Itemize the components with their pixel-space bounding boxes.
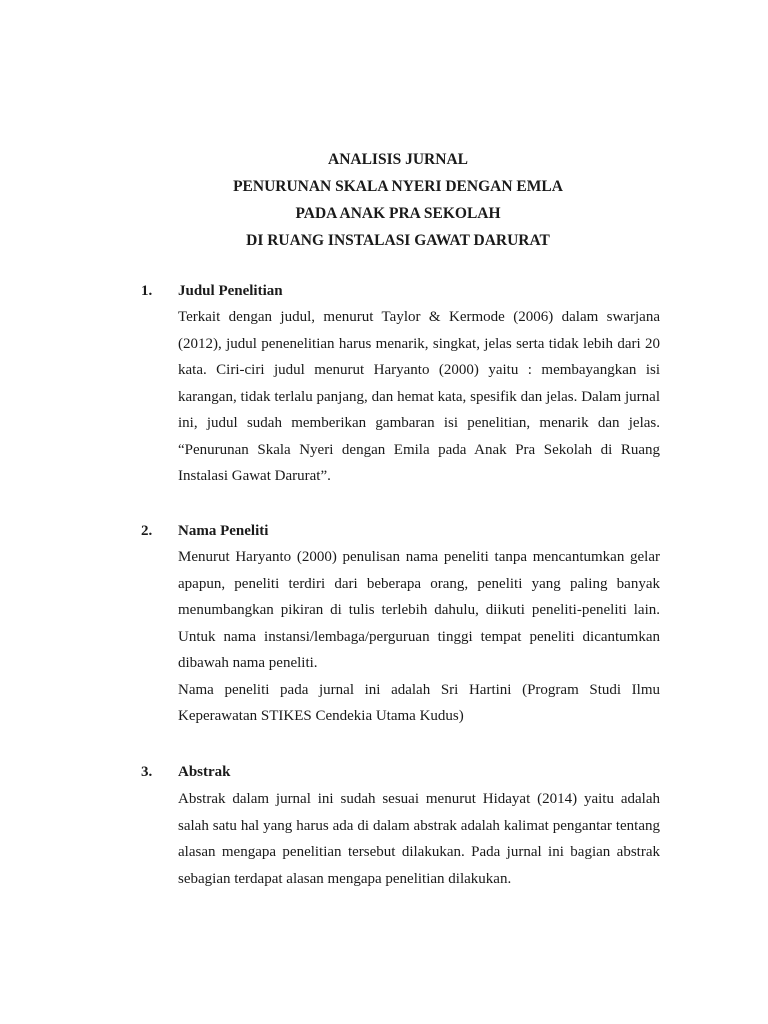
section-body <box>178 786 660 892</box>
section-heading: Nama Peneliti <box>178 523 269 539</box>
paragraph: Menurut Haryanto (2000) penulisan nama peneliti tanpa mencantumkan gelar apapun, peneliti terdiri dari beberapa orang, peneliti yang paling banyak menumbangkan pikiran di tulis terlebih dahulu, diikuti peneliti-peneliti lain. Untuk nama instansi/lembaga/perguruan tinggi tempat peneliti dicantumkan dibawah nama peneliti. <box>178 549 660 671</box>
section-heading: Abstrak <box>178 764 231 780</box>
section-body <box>178 304 660 490</box>
section-number: 2. <box>141 523 153 539</box>
paragraph: Abstrak dalam jurnal ini sudah sesuai menurut Hidayat (2014) yaitu adalah salah satu hal yang harus ada di dalam abstrak adalah kalimat pengantar tentang alasan mengapa penelitian tersebut dilakukan. Pada jurnal ini bagian abstrak sebagian terdapat alasan mengapa penelitian dilakukan. <box>178 791 660 887</box>
section-number: 3. <box>141 764 153 780</box>
section-heading: Judul Penelitian <box>178 283 283 299</box>
title-line-2: PENURUNAN SKALA NYERI DENGAN EMLA <box>233 178 563 195</box>
title-line-3: PADA ANAK PRA SEKOLAH <box>295 205 501 222</box>
paragraph: Nama peneliti pada jurnal ini adalah Sri Hartini (Program Studi Ilmu Keperawatan STIKES Cendekia Utama Kudus) <box>178 681 660 724</box>
title-line-4: DI RUANG INSTALASI GAWAT DARURAT <box>246 232 550 249</box>
title-line-1: ANALISIS JURNAL <box>328 151 468 168</box>
document-title <box>0 146 768 254</box>
section-body <box>178 544 660 730</box>
section-number: 1. <box>141 283 153 299</box>
paragraph: Terkait dengan judul, menurut Taylor & Kermode (2006) dalam swarjana (2012), judul penenelitian harus menarik, singkat, jelas serta tidak lebih dari 20 kata. Ciri-ciri judul menurut Haryanto (2000) yaitu : membayangkan isi karangan, tidak terlalu panjang, dan hemat kata, spesifik dan jelas. Dalam jurnal ini, judul sudah memberikan gambaran isi penelitian, menarik dan jelas. “Penurunan Skala Nyeri dengan Emila pada Anak Pra Sekolah di Ruang Instalasi Gawat Darurat”. <box>178 309 660 484</box>
